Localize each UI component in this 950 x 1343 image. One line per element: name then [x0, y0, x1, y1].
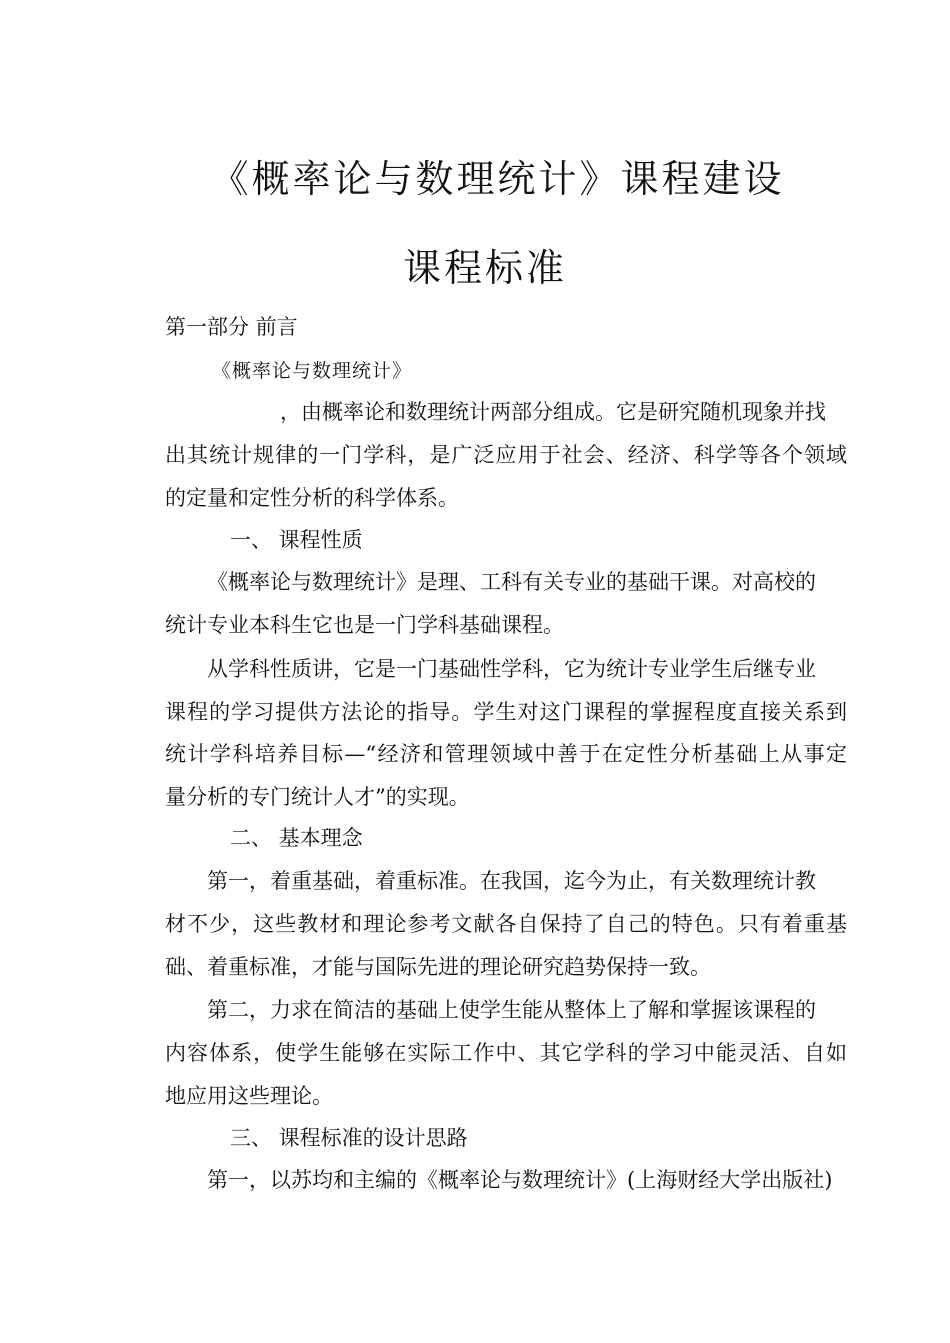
- paragraph-line: 统计专业本科生它也是一门学科基础课程。: [165, 613, 564, 637]
- intro-line: 的定量和定性分析的科学体系。: [165, 486, 459, 510]
- paragraph-line: 统计学科培养目标—“经济和管理领域中善于在定性分析基础上从事定: [165, 742, 847, 766]
- section-heading: 一、 课程性质: [230, 528, 363, 552]
- paragraph-line: 从学科性质讲，它是一门基础性学科，它为统计专业学生后继专业: [207, 657, 816, 681]
- part-heading: 第一部分 前言: [165, 315, 298, 339]
- paragraph-line: 《概率论与数理统计》是理、工科有关专业的基础干课。对高校的: [207, 570, 816, 594]
- document-subtitle: 课程标准: [402, 246, 567, 290]
- paragraph-line: 第一，以苏均和主编的《概率论与数理统计》(上海财经大学出版社): [207, 1168, 833, 1192]
- paragraph-line: 础、着重标准，才能与国际先进的理论研究趋势保持一致。: [165, 955, 711, 979]
- paragraph-line: 第二，力求在简洁的基础上使学生能从整体上了解和掌握该课程的: [207, 998, 816, 1022]
- section-heading: 二、 基本理念: [230, 826, 363, 850]
- course-name: 《概率论与数理统计》: [212, 360, 413, 382]
- paragraph-line: 地应用这些理论。: [165, 1084, 333, 1108]
- section-heading: 三、 课程标准的设计思路: [230, 1126, 468, 1150]
- intro-line: ，由概率论和数理统计两部分组成。它是研究随机现象并找: [280, 400, 826, 424]
- paragraph-line: 第一，着重基础，着重标准。在我国，迄今为止，有关数理统计教: [207, 869, 816, 893]
- intro-line: 出其统计规律的一门学科，是广泛应用于社会、经济、科学等各个领域: [165, 443, 847, 467]
- document-title: 《概率论与数理统计》课程建设: [210, 157, 785, 201]
- paragraph-line: 量分析的专门统计人才”的实现。: [165, 785, 470, 809]
- paragraph-line: 内容体系，使学生能够在实际工作中、其它学科的学习中能灵活、自如: [165, 1041, 847, 1065]
- paragraph-line: 课程的学习提供方法论的指导。学生对这门课程的掌握程度直接关系到: [165, 700, 847, 724]
- paragraph-line: 材不少，这些教材和理论参考文献各自保持了自己的特色。只有着重基: [165, 912, 847, 936]
